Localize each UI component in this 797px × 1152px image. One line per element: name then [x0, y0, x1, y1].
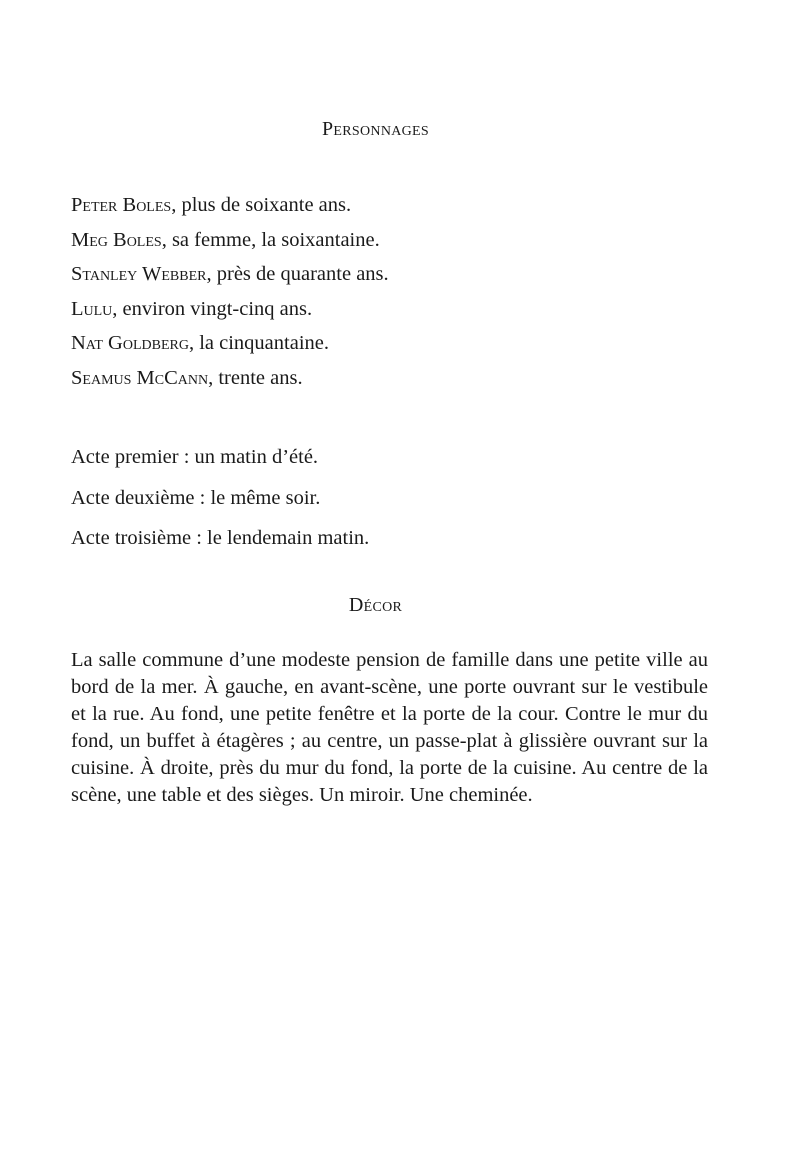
character-name: Stanley Webber [71, 263, 207, 286]
character-description: , trente ans. [208, 366, 303, 389]
decor-paragraph: La salle commune d’une modeste pension de famille dans une petite ville au bord de la mer. À gauche, en avant-scène, une porte ouvrant sur le vestibule et la rue. Au fond, une petite fenêtre et la porte de la cour. Contre le mur du fond, un buffet à étagères ; au centre, un passe-plat à glissière ouvrant sur la cuisine. À droite, près du mur du fond, la porte de la cuisine. Au centre de la scène, une table et des sièges. Un miroir. Une cheminée. [71, 649, 708, 806]
character-name: Seamus McCann [71, 366, 209, 389]
personnages-heading: Personnages [322, 118, 429, 140]
character-description: , près de quarante ans. [206, 263, 389, 286]
character-entry [71, 296, 389, 331]
character-entry [71, 365, 389, 400]
character-list [71, 192, 389, 400]
character-entry [71, 330, 389, 365]
character-name: Lulu [71, 297, 113, 320]
character-entry [71, 192, 389, 227]
decor-heading: Décor [348, 594, 403, 616]
character-description: , la cinquantaine. [188, 332, 329, 355]
character-description: , plus de soixante ans. [171, 194, 352, 216]
act-entry: Acte premier : un matin d’été. [71, 446, 319, 468]
act-entry: Acte deuxième : le même soir. [71, 486, 321, 509]
character-entry [71, 261, 389, 296]
character-name: Peter Boles [71, 194, 172, 216]
character-name: Meg Boles [71, 228, 162, 251]
act-list [71, 444, 369, 566]
character-name: Nat Goldberg [71, 332, 189, 355]
character-description: , environ vingt-cinq ans. [112, 297, 313, 320]
character-entry [71, 227, 389, 262]
act-entry: Acte troisième : le lendemain matin. [71, 527, 370, 549]
character-description: , sa femme, la soixantaine. [161, 228, 380, 251]
